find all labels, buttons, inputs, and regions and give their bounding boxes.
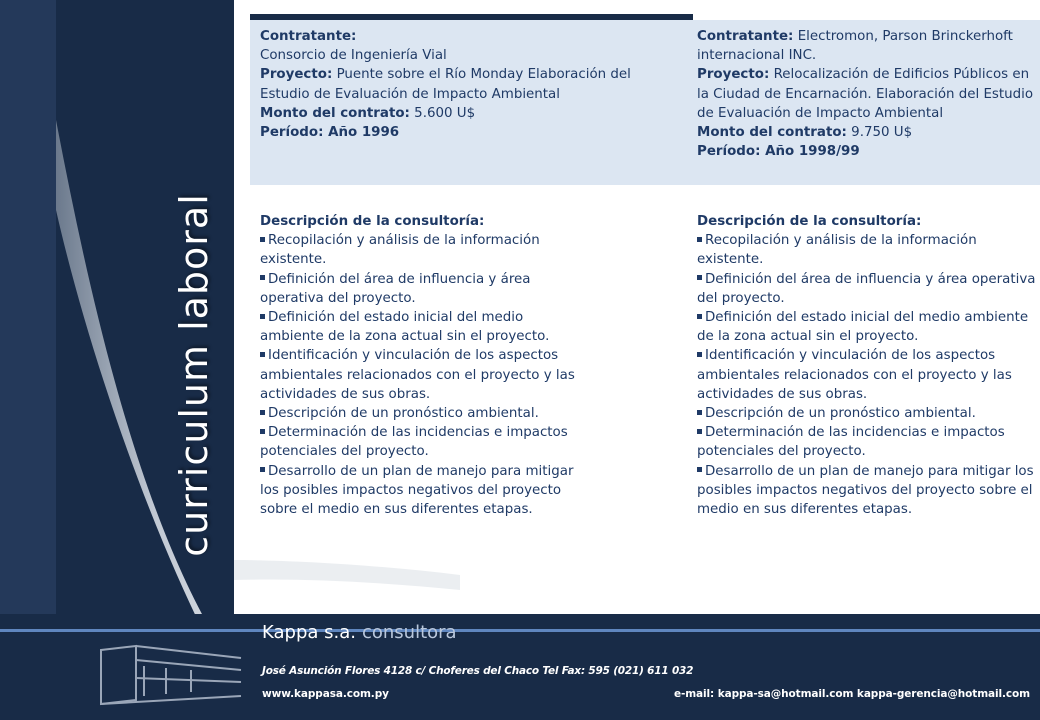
list-item: Desarrollo de un plan de manejo para mitigar los posibles impactos negativos del proyecto sobre el medio en sus diferentes etapas. — [260, 463, 574, 518]
client-label: Contratante: — [697, 29, 794, 44]
project-value: Relocalización de Edificios Públicos en la Ciudad de Encarnación. Elaboración del Estudio de Evaluación de Impacto Ambiental — [697, 67, 1034, 121]
client-value: Consorcio de Ingeniería Vial — [260, 48, 447, 64]
list-item: Identificación y vinculación de los aspectos ambientales relacionados con el proyecto y las actividades de sus obras. — [697, 348, 1012, 402]
building-logo-icon — [96, 638, 246, 708]
email-link[interactable]: e-mail: kappa-sa@hotmail.com kappa-gerencia@hotmail.com — [673, 688, 1030, 700]
project-1-header — [260, 27, 680, 142]
period: Período: Año 1998/99 — [697, 144, 860, 160]
square-bullet-icon — [697, 314, 702, 319]
square-bullet-icon — [260, 410, 265, 415]
footer-accent-line — [0, 629, 1040, 632]
project-label: Proyecto: — [697, 67, 770, 83]
amount-label: Monto del contrato: — [260, 105, 410, 121]
list-item: Identificación y vinculación de los aspectos ambientales relacionados con el proyecto y las actividades de sus obras. — [260, 348, 575, 402]
list-item: Recopilación y análisis de la información existente. — [697, 233, 977, 268]
list-item: Definición del área de influencia y área operativa del proyecto. — [260, 271, 531, 306]
square-bullet-icon — [697, 275, 702, 280]
square-bullet-icon — [260, 429, 265, 434]
square-bullet-icon — [697, 467, 702, 472]
list-item: Definición del área de influencia y área operativa del proyecto. — [697, 271, 1036, 306]
amount-value: 9.750 U$ — [851, 125, 913, 141]
project-label: Proyecto: — [260, 67, 333, 83]
square-bullet-icon — [697, 410, 702, 415]
square-bullet-icon — [260, 314, 265, 319]
list-item: Definición del estado inicial del medio ambiente de la zona actual sin el proyecto. — [260, 310, 550, 345]
square-bullet-icon — [260, 352, 265, 357]
project-2-header — [697, 27, 1037, 161]
client-label: Contratante: — [260, 29, 357, 44]
vertical-section-title: curriculum laboral — [172, 193, 216, 557]
company-name — [262, 622, 457, 643]
list-item: Determinación de las incidencias e impactos potenciales del proyecto. — [697, 425, 1005, 460]
website-link[interactable]: www.kappasa.com.py — [262, 688, 389, 700]
square-bullet-icon — [260, 275, 265, 280]
list-item: Recopilación y análisis de la información existente. — [260, 233, 540, 268]
client-value: Electromon, Parson Brinckerhoft internacional INC. — [697, 29, 1013, 64]
project-value: Puente sobre el Río Monday Elaboración del Estudio de Evaluación de Impacto Ambiental — [260, 67, 631, 102]
square-bullet-icon — [697, 429, 702, 434]
description-title: Descripción de la consultoría: — [260, 214, 485, 229]
square-bullet-icon — [697, 352, 702, 357]
list-item: Definición del estado inicial del medio ambiente de la zona actual sin el proyecto. — [697, 310, 1029, 345]
company-subtitle: consultora — [361, 622, 457, 643]
project-1-description — [260, 212, 590, 519]
square-bullet-icon — [260, 237, 265, 242]
list-item: Determinación de las incidencias e impactos potenciales del proyecto. — [260, 425, 568, 460]
list-item: Desarrollo de un plan de manejo para mitigar los posibles impactos negativos del proyecto sobre el medio en sus diferentes etapas. — [697, 463, 1034, 518]
company-title: Kappa s.a. — [262, 622, 356, 643]
square-bullet-icon — [697, 237, 702, 242]
square-bullet-icon — [260, 467, 265, 472]
list-item: Descripción de un pronóstico ambiental. — [260, 404, 590, 423]
amount-label: Monto del contrato: — [697, 125, 847, 141]
list-item: Descripción de un pronóstico ambiental. — [697, 404, 1037, 423]
description-title: Descripción de la consultoría: — [697, 214, 922, 229]
period: Período: Año 1996 — [260, 125, 400, 141]
project-2-description — [697, 212, 1037, 519]
company-address: José Asunción Flores 4128 c/ Choferes del Chaco Tel Fax: 595 (021) 611 032 — [262, 665, 694, 677]
amount-value: 5.600 U$ — [414, 105, 476, 121]
